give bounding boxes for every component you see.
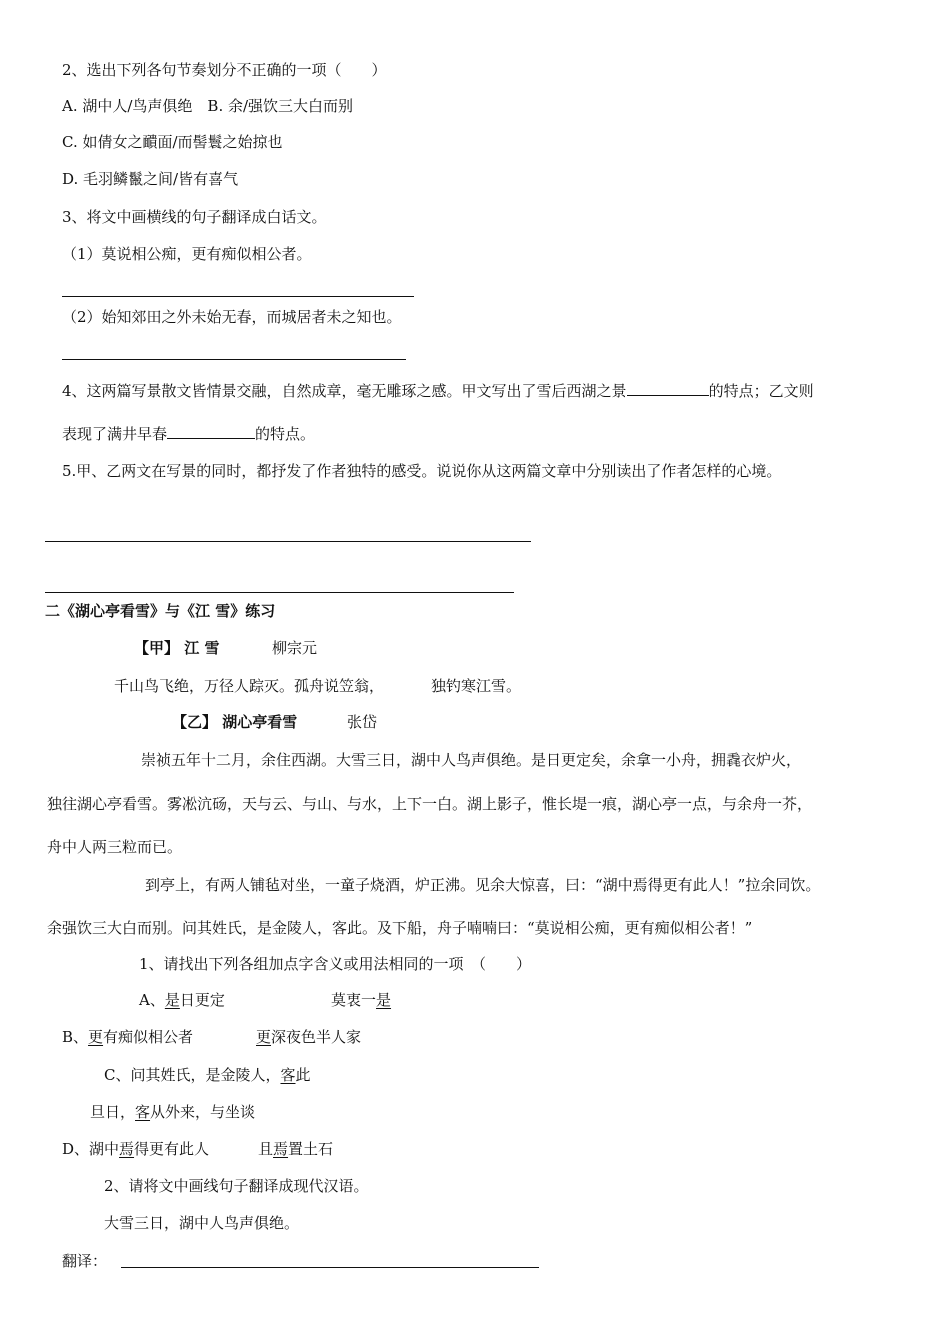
q1-c-compare-text: 旦日， xyxy=(90,1103,136,1121)
jia-poem-part-1: 千山鸟飞绝，万径人踪灭。孤舟说笠翁， xyxy=(114,677,385,695)
q1-c-text: C、问其姓氏，是金陵人， xyxy=(104,1066,281,1084)
q4-line-2 xyxy=(62,424,315,444)
q4-text-d: 的特点。 xyxy=(255,425,316,443)
q4-blank-2[interactable] xyxy=(167,424,255,439)
q2-translate-sentence: 大雪三日，湖中人鸟声俱绝。 xyxy=(104,1214,300,1232)
q1-option-d-compare xyxy=(258,1139,333,1159)
q1-option-a-compare xyxy=(331,990,391,1010)
q1-c-compare-text-end: 从外来，与坐谈 xyxy=(150,1103,256,1121)
translate-label: 翻译： xyxy=(62,1252,108,1270)
passage-p2-line-2: 余强饮三大白而别。问其姓氏，是金陵人，客此。及下船，舟子喃喃曰：“莫说相公痴，更有痴似相公者！” xyxy=(47,919,753,937)
yi-author: 张岱 xyxy=(347,713,378,731)
yi-title: 【乙】 湖心亭看雪 xyxy=(172,713,298,731)
q1-d-text-end: 得更有此人 xyxy=(134,1140,210,1158)
q2-stem: 2、选出下列各句节奏划分不正确的一项（ ） xyxy=(62,61,387,79)
translate-answer-line[interactable] xyxy=(121,1267,539,1268)
q1-a-label: A、 xyxy=(139,991,165,1009)
q1-option-b xyxy=(62,1027,193,1047)
q1-option-c-compare xyxy=(90,1102,255,1122)
section-two-heading: 二《湖心亭看雪》与《江 雪》练习 xyxy=(45,602,276,620)
q4-text-a: 4、这两篇写景散文皆情景交融，自然成章，毫无雕琢之感。甲文写出了雪后西湖之景 xyxy=(62,382,627,400)
q1-option-b-compare xyxy=(256,1027,361,1047)
passage-p1-line-3: 舟中人两三粒而已。 xyxy=(47,838,183,856)
q1-option-c xyxy=(104,1065,311,1085)
answer-line-q3-1[interactable] xyxy=(62,296,414,297)
q3-stem: 3、将文中画横线的句子翻译成白话文。 xyxy=(62,208,327,226)
q1-b-text: 有痴似相公者 xyxy=(103,1028,194,1046)
dotted-char: 客 xyxy=(280,1066,296,1084)
jia-author: 柳宗元 xyxy=(272,639,318,657)
dotted-char: 是 xyxy=(376,991,392,1009)
jia-title: 【甲】 江 雪 xyxy=(134,639,220,657)
q1-d-compare-text-end: 置土石 xyxy=(288,1140,334,1158)
q1-c-text-end: 此 xyxy=(295,1066,311,1084)
jia-poem-part-2: 独钓寒江雪。 xyxy=(431,677,522,695)
dotted-char: 客 xyxy=(135,1103,151,1121)
dotted-char: 更 xyxy=(88,1028,104,1046)
q1-b-label: B、 xyxy=(62,1028,89,1046)
q4-line-1 xyxy=(62,381,814,401)
q1-option-d xyxy=(62,1139,209,1159)
q3-item-1: （1）莫说相公痴，更有痴似相公者。 xyxy=(62,245,312,263)
q3-item-2: （2）始知郊田之外未始无春，而城居者未之知也。 xyxy=(62,308,402,326)
passage-p1-line-1: 崇祯五年十二月，余住西湖。大雪三日，湖中人鸟声俱绝。是日更定矣，余拿一小舟，拥毳衣炉火， xyxy=(141,751,802,769)
q5-stem: 5.甲、乙两文在写景的同时，都抒发了作者独特的感受。说说你从这两篇文章中分别读出了作者怎样的心境。 xyxy=(62,462,782,480)
q4-text-c: 表现了满井早春 xyxy=(62,425,168,443)
q1-a-text: 日更定 xyxy=(179,991,225,1009)
answer-line-q5-2[interactable] xyxy=(45,592,514,593)
q1-b-compare-text: 深夜色半人家 xyxy=(271,1028,362,1046)
passage-p2-line-1: 到亭上，有两人铺毡对坐，一童子烧酒，炉正沸。见余大惊喜，曰：“湖中焉得更有此人！”拉余同饮。 xyxy=(145,876,821,894)
q1-a-compare-text: 莫衷一 xyxy=(331,991,377,1009)
q1-stem: 1、请找出下列各组加点字含义或用法相同的一项 （ ） xyxy=(139,955,532,973)
dotted-char: 更 xyxy=(256,1028,272,1046)
q2-option-c: C. 如倩女之靧面/而髻鬟之始掠也 xyxy=(62,133,283,151)
dotted-char: 焉 xyxy=(273,1140,289,1158)
q1-d-text: D、湖中 xyxy=(62,1140,120,1158)
q2-translate-stem: 2、请将文中画线句子翻译成现代汉语。 xyxy=(104,1177,369,1195)
answer-line-q5-1[interactable] xyxy=(45,541,531,542)
q1-d-compare-text: 且 xyxy=(258,1140,274,1158)
passage-p1-line-2: 独往湖心亭看雪。雾凇沆砀，天与云、与山、与水，上下一白。湖上影子，惟长堤一痕，湖心亭一点，与余舟一芥， xyxy=(47,795,813,813)
q1-option-a xyxy=(139,990,225,1010)
q2-option-d: D. 毛羽鳞鬣之间/皆有喜气 xyxy=(62,170,239,188)
q4-text-b: 的特点；乙文则 xyxy=(708,382,814,400)
answer-line-q3-2[interactable] xyxy=(62,359,406,360)
q4-blank-1[interactable] xyxy=(627,381,709,396)
dotted-char: 是 xyxy=(164,991,180,1009)
q2-options-ab: A. 湖中人/鸟声俱绝 B. 余/强饮三大白而别 xyxy=(62,97,354,115)
dotted-char: 焉 xyxy=(119,1140,135,1158)
